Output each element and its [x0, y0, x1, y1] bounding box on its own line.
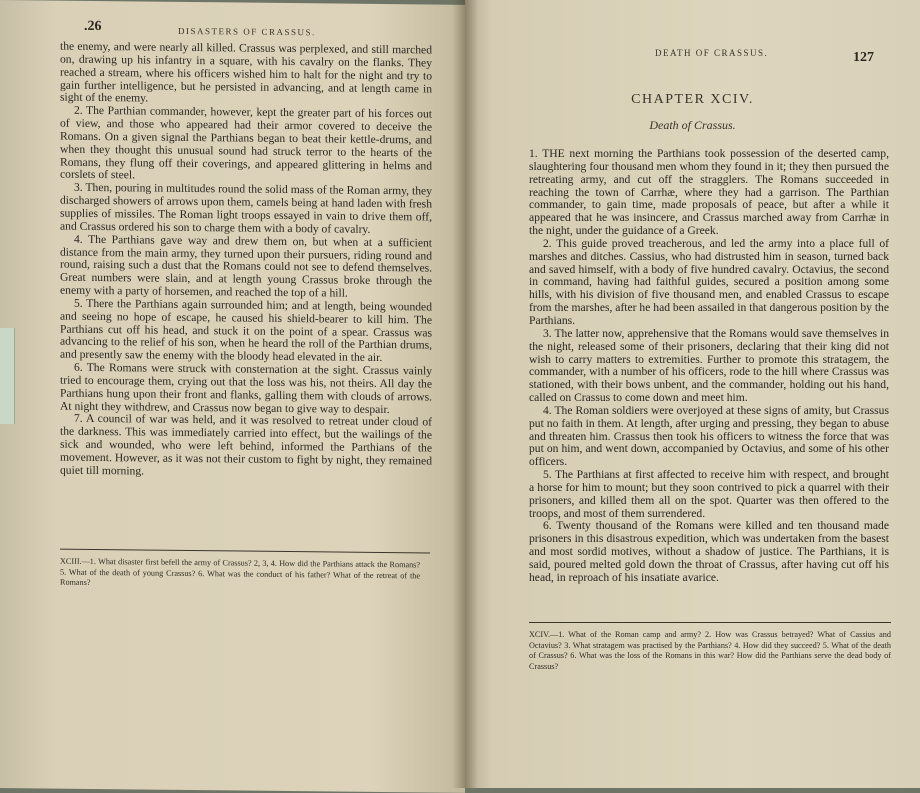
right-paragraph-6: 6. Twenty thousand of the Romans were killed and ten thousand made prisoners in this disastrous expedition, which was undertaken from the basest and most sordid motives, without a shadow of justice. The Parthians, it is said, poured melted gold down the throat of Crassus, after having cut off his head, in reproach of his insatiate avarice. — [529, 519, 889, 584]
left-paragraph-2: 2. The Parthian commander, however, kept the greater part of his forces out of view, and those who appeared had their armor covered to deceive the Romans. On a given signal the Parthians began to beat their kettle-drums, and when they thought this unusual sound had struck terror to the hearts of the Romans, they flung off their coverings, and appeared glittering in helms and corslets of steel. — [60, 103, 432, 182]
left-paragraph-7: 7. A council of war was held, and it was resolved to retreat under cloud of the darkness. This was immediately carried into effect, but the wailings of the sick and wounded, who were left behind, informed the Parthians of the movement. However, as it was not their custom to fight by night, they remained quiet till morning. — [60, 412, 432, 478]
right-paragraph-2: 2. This guide proved treacherous, and led the army into a place full of marshes and ditches. Cassius, who had distrusted him in season, turned back and saved himself, with a body of five hundred cavalry. Octavius, the second in command, having had faithful guides, secured a position among some hills, with his division of five thousand men, and enabled Crassus to escape from the marshes, after he had been assailed in that dangerous position by the Parthians. — [529, 236, 889, 327]
left-paragraph-4: 4. The Parthians gave way and drew them on, but when at a sufficient distance from the main army, they turned upon their pursuers, riding round and round, raising such a dust that the Romans could not see to defend themselves. Great numbers were slain, and at length young Crassus broke through the enemy with a party of horsemen, and reached the top of a hill. — [60, 232, 432, 300]
left-paragraph-1: the enemy, and were nearly all killed. Crassus was perplexed, and still marched on, drawing up his infantry in a square, with his cavalry on the flanks. They reached a stream, where his officers wished him to halt for the night and try to gain further intelligence, but he persisted in advancing, and at length came in sight of the enemy. — [60, 39, 432, 105]
chapter-subtitle: Death of Crassus. — [649, 118, 736, 132]
right-paragraph-4: 4. The Roman soldiers were overjoyed at these signs of amity, but Crassus put no faith in them. At length, after urging and pressing, they began to abuse and threaten him. Crassus then took his officers to witness the force that was put on him, and went down, accompanied by Octavius, and some of his other officers. — [529, 403, 889, 469]
right-review-questions: XCIV.—1. What of the Roman camp and army? 2. How was Crassus betrayed? What of Cassius and Octavius? 3. What stratagem was practised by the Parthians? 4. How did they succeed? 5. What of the death of Crassus? 6. What was the loss of the Romans in this war? How did the Parthians serve the dead body of Crassus? — [529, 630, 891, 671]
left-running-head: DISASTERS OF CRASSUS. — [178, 25, 316, 38]
book-gutter — [452, 0, 478, 788]
right-page — [465, 0, 920, 788]
right-paragraph-3: 3. The latter now, apprehensive that the Romans would save themselves in the night, released some of their prisoners, declaring that their king did not wish to carry matters to extremities. Further to promote this stratagem, the commander, with a number of his officers, rode to the hill where Crassus was stationed, with their bows unbent, and the commander, holding out his hand, called on Crassus to come down and meet him. — [529, 326, 889, 405]
left-paragraph-5: 5. There the Parthians again surrounded him; and at length, being wounded and seeing no hope of escape, he caused his shield-bearer to kill him. The Parthians cut off his head, and stuck it on the point of a spear. Crassus was advancing to the relief of his son, when he heard the roll of the Parthian drums, and presently saw the enemy with the bloody head elevated in the air. — [60, 296, 432, 365]
chapter-title: CHAPTER XCIV. — [631, 92, 754, 107]
right-footnote-rule — [529, 622, 891, 623]
right-body-text — [529, 148, 889, 585]
left-review-questions: XCIII.—1. What disaster first befell the army of Crassus? 2, 3, 4. How did the Parthians attack the Romans? 5. What of the death of young Crassus? 6. What was the conduct of his father? What of the retreat of the Romans? — [60, 556, 420, 587]
left-paragraph-3: 3. Then, pouring in multitudes round the solid mass of the Roman army, they discharged showers of arrows upon them, camels being at hand laden with fresh supplies of missiles. The Roman light troops essayed in vain to drive them off, and Crassus ordered his son to charge them with a body of cavalry. — [60, 181, 432, 236]
left-footnote-rule — [60, 549, 430, 554]
left-page-number: .26 — [84, 18, 102, 35]
right-paragraph-5: 5. The Parthians at first affected to receive him with respect, and brought a horse for him to mount; but they soon contrived to pick a quarrel with their prisoners, and killed them all on the spot. Quarter was then offered to the troops, and most of them surrendered. — [529, 468, 889, 520]
left-body-text — [60, 41, 432, 482]
left-paragraph-6: 6. The Romans were struck with consternation at the sight. Crassus vainly tried to encourage them, crying out that the loss was his, not theirs. All day the Parthians hung upon their front and flanks, galling them with clouds of arrows. At night they withdrew, and Crassus now began to give way to despair. — [60, 360, 432, 416]
right-running-head: DEATH OF CRASSUS. — [655, 48, 769, 58]
right-page-number: 127 — [853, 50, 874, 65]
right-paragraph-1: 1. THE next morning the Parthians took possession of the deserted camp, slaughtering four thousand men whom they found in it; they then pursued the retreating army, and cut off the stragglers. The Romans succeeded in reaching the town of Carrhæ, where they had a garrison. The Parthian commander, to gain time, made proposals of peace, but after a while it appeared that he was insincere, and Crassus marched away from Carrhæ in the night, under the guidance of a Greek. — [529, 147, 889, 238]
page-tab-marker — [0, 328, 15, 424]
